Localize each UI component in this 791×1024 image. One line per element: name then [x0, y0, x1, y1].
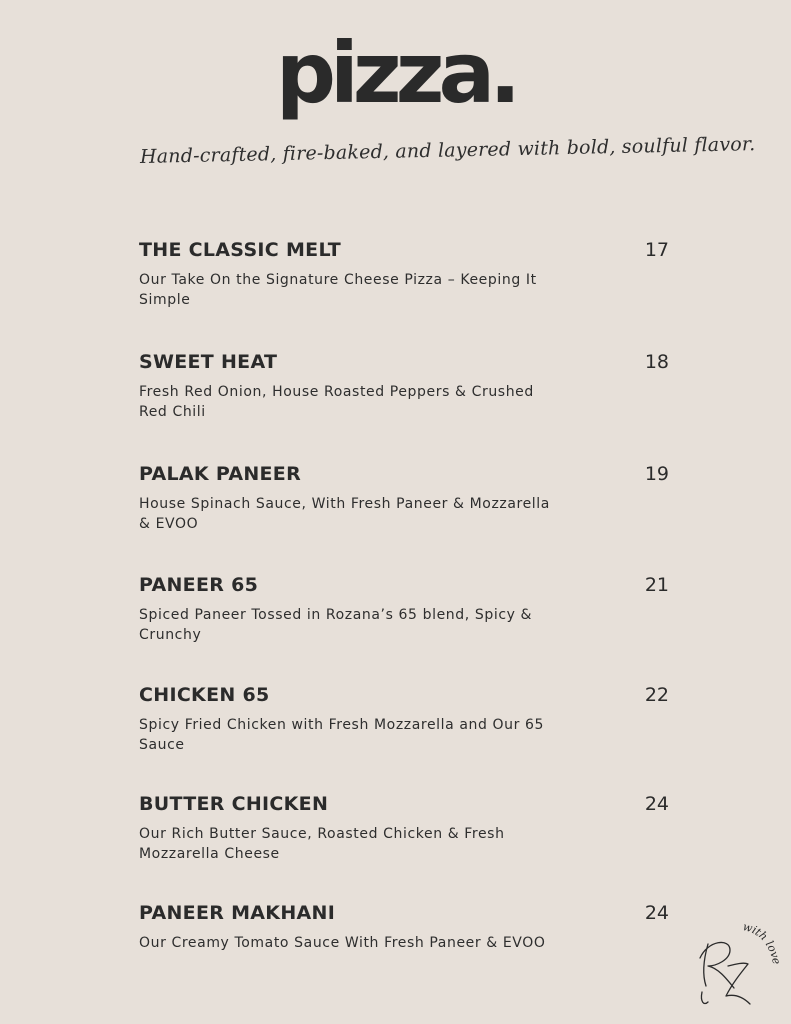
item-name: BUTTER CHICKEN	[139, 793, 329, 815]
signature-text	[742, 922, 784, 966]
item-price: 19	[644, 463, 669, 485]
item-name: PANEER 65	[139, 574, 259, 596]
item-price: 17	[644, 239, 669, 261]
item-name: THE CLASSIC MELT	[139, 239, 341, 261]
page-title: pizza.	[275, 24, 516, 122]
item-description: Our Rich Butter Sauce, Roasted Chicken & Fresh Mozzarella Cheese	[139, 826, 505, 862]
item-name: SWEET HEAT	[139, 351, 278, 373]
item-description: Our Creamy Tomato Sauce With Fresh Paneer & EVOO	[139, 935, 546, 951]
signature-text-path: with love	[741, 922, 784, 966]
item-description: House Spinach Sauce, With Fresh Paneer & Mozzarella & EVOO	[139, 496, 550, 532]
item-description: Spicy Fried Chicken with Fresh Mozzarella and Our 65 Sauce	[139, 717, 545, 753]
item-price: 21	[644, 574, 669, 596]
signature-logo	[690, 922, 785, 1012]
item-name: PALAK PANEER	[139, 463, 302, 485]
item-price: 22	[644, 684, 669, 706]
item-price: 24	[644, 902, 669, 924]
tagline: Hand-crafted, fire-baked, and layered with bold, soulful flavor.	[139, 133, 756, 168]
item-description: Our Take On the Signature Cheese Pizza – Keeping It Simple	[139, 272, 537, 308]
item-price: 24	[644, 793, 669, 815]
item-price: 18	[644, 351, 669, 373]
item-name: CHICKEN 65	[139, 684, 270, 706]
monogram-icon	[700, 942, 750, 1004]
item-description: Spiced Paneer Tossed in Rozana’s 65 blend, Spicy & Crunchy	[139, 607, 533, 643]
item-description: Fresh Red Onion, House Roasted Peppers & Crushed Red Chili	[139, 384, 534, 420]
item-name: PANEER MAKHANI	[139, 902, 336, 924]
